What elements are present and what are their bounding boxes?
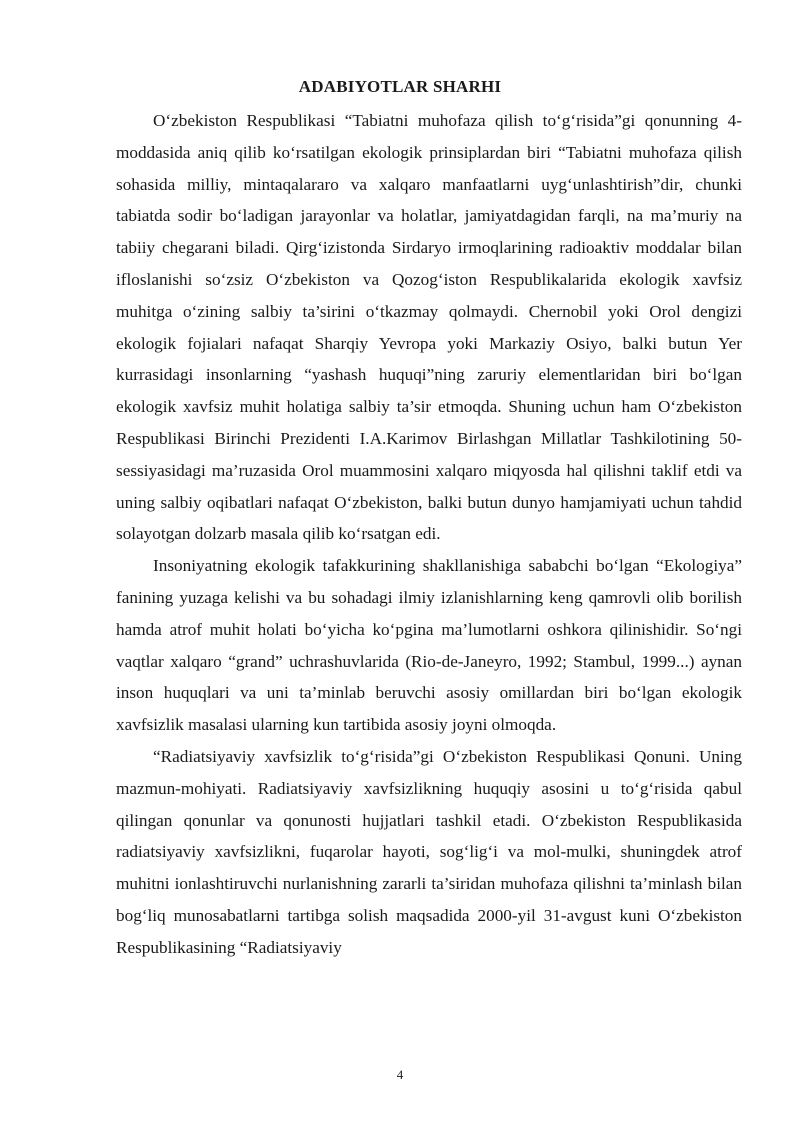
page-number: 4	[396, 1067, 404, 1082]
section-heading: ADABIYOTLAR SHARHI	[298, 77, 502, 96]
body-text	[116, 105, 742, 964]
paragraph-3: “Radiatsiyaviy xavfsizlik to‘g‘risida”gi O‘zbekiston Respublikasi Qonuni. Uning mazmun-mohiyati. Radiatsiyaviy xavfsizlikning huquqiy asosini u to‘g‘risida qabul qilingan qonunlar va qonunosti hujjatlari tashkil etadi. O‘zbekiston Respublikasida radiatsiyaviy xavfsizlikni, fuqarolar hayoti, sog‘lig‘i va mol-mulki, shuningdek atrof muhitni ionlashtiruvchi nurlanishning zararli ta’siridan muhofaza qilishni ta’minlash bilan bog‘liq munosabatlarni tartibga solish maqsadida 2000-yil 31-avgust kuni O‘zbekiston Respublikasining “Radiatsiyaviy	[116, 746, 742, 957]
paragraph-2: Insoniyatning ekologik tafakkurining shakllanishiga sababchi bo‘lgan “Ekologiya” fanining yuzaga kelishi va bu sohadagi ilmiy izlanishlarning keng qamrovli olib borilish hamda atrof muhit holati bo‘yicha ko‘pgina ma’lumotlarni oshkora qilinishidir. So‘ngi vaqtlar xalqaro “grand” uchrashuvlarida (Rio-de-Janeyro, 1992; Stambul, 1999...) aynan inson huquqlari va uni ta’minlab beruvchi asosiy omillardan biri bo‘lgan ekologik xavfsizlik masalasi ularning kun tartibida asosiy joyni olmoqda.	[116, 556, 742, 735]
paragraph-1: O‘zbekiston Respublikasi “Tabiatni muhofaza qilish to‘g‘risida”gi qonunning 4-moddasida aniq qilib ko‘rsatilgan ekologik prinsiplardan biri “Tabiatni muhofaza qilish sohasida milliy, mintaqalararo va xalqaro manfaatlarni uyg‘unlashtirish”dir, chunki tabiatda sodir bo‘ladigan jarayonlar va holatlar, jamiyatdagidan farqli, na ma’muriy na tabiiy chegarani biladi. Qirg‘izistonda Sirdaryo irmoqlarining radioaktiv moddalar bilan ifloslanishi so‘zsiz O‘zbekiston va Qozog‘iston Respublikalarida ekologik xavfsiz muhitga o‘zining salbiy ta’sirini o‘tkazmay qolmaydi. Chernobil yoki Orol dengizi ekologik fojialari nafaqat Sharqiy Yevropa yoki Markaziy Osiyo, balki butun Yer kurrasidagi insonlarning “yashash huquqi”ning zaruriy elementlaridan biri bo‘lgan ekologik xavfsiz muhit holatiga salbiy ta’sir etmoqda. Shuning uchun ham O‘zbekiston Respublikasi Birinchi Prezidenti I.A.Karimov Birlashgan Millatlar Tashkilotining 50-sessiyasidagi ma’ruzasida Orol muammosini xalqaro miqyosda hal qilishni taklif etdi va uning salbiy oqibatlari nafaqat O‘zbekiston, balki butun dunyo hamjamiyati uchun tahdid solayotgan dolzarb masala qilib ko‘rsatgan edi.	[116, 111, 742, 544]
